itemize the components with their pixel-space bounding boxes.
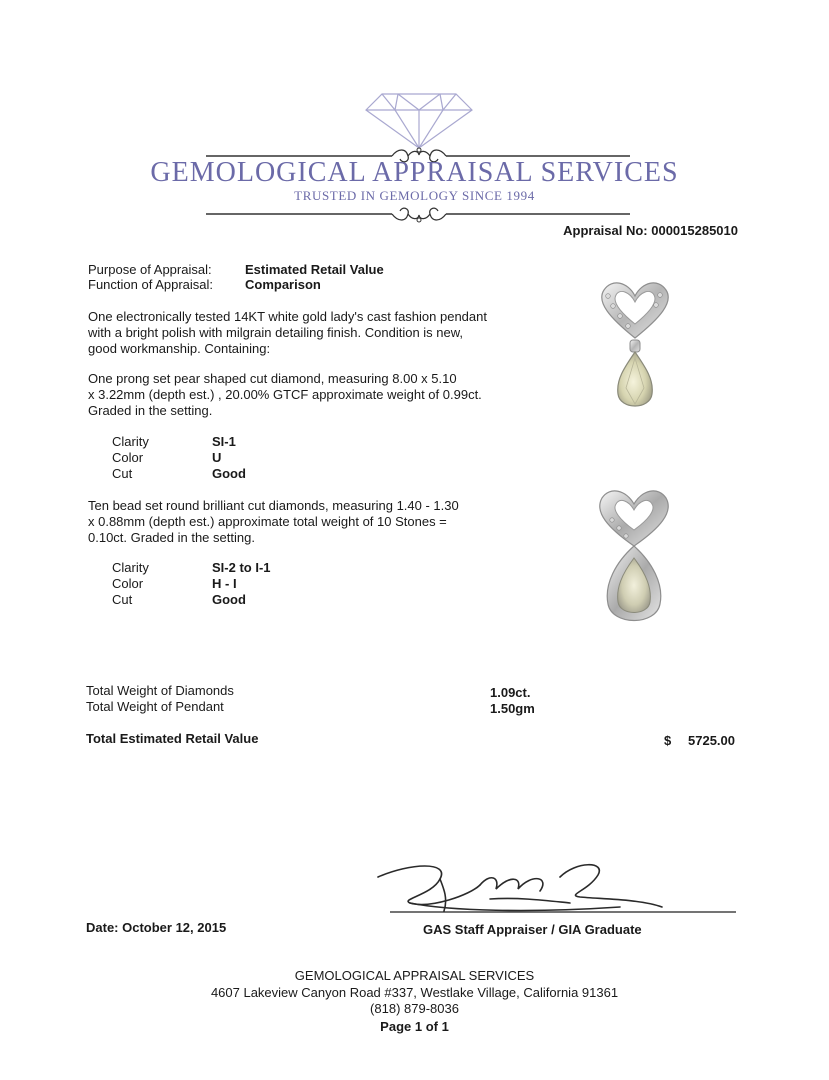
description-line: good workmanship. Containing: <box>88 341 271 356</box>
total-pendant-value: 1.50gm <box>490 701 535 716</box>
item-description <box>88 309 487 357</box>
description-line: One electronically tested 14KT white gold lady's cast fashion pendant <box>88 309 487 324</box>
footer-address: 4607 Lakeview Canyon Road #337, Westlake Village, California 91361 <box>210 985 619 1000</box>
grade-value: SI-1 <box>212 434 236 449</box>
purpose-value: Estimated Retail Value <box>245 262 384 277</box>
appraiser-signature <box>370 855 750 925</box>
appraisal-number: Appraisal No: 000015285010 <box>563 223 738 238</box>
function-value: Comparison <box>245 277 321 292</box>
grade-value: SI-2 to I-1 <box>212 560 271 575</box>
retail-value-label: Total Estimated Retail Value <box>86 731 259 746</box>
total-diamonds-value: 1.09ct. <box>490 685 531 700</box>
grade-label: Clarity <box>112 434 149 449</box>
pendant-photo-front <box>590 276 690 426</box>
grade-label: Color <box>112 450 144 465</box>
grade-value: Good <box>212 466 246 481</box>
description-line: One prong set pear shaped cut diamond, measuring 8.00 x 5.10 <box>88 371 457 386</box>
center-stone-description <box>88 371 482 419</box>
description-line: with a bright polish with milgrain detailing finish. Condition is new, <box>88 325 464 340</box>
description-line: 0.10ct. Graded in the setting. <box>88 530 255 545</box>
retail-value: 5725.00 <box>688 733 735 748</box>
grade-label: Cut <box>112 592 133 607</box>
grade-value: U <box>212 450 222 465</box>
description-line: Ten bead set round brilliant cut diamonds, measuring 1.40 - 1.30 <box>88 498 459 513</box>
description-line: x 3.22mm (depth est.) , 20.00% GTCF approximate weight of 0.99ct. <box>88 387 482 402</box>
grade-label: Clarity <box>112 560 149 575</box>
company-tagline: TRUSTED IN GEMOLOGY SINCE 1994 <box>294 188 535 203</box>
description-line: Graded in the setting. <box>88 403 213 418</box>
footer-phone: (818) 879-8036 <box>370 1001 459 1016</box>
grade-value: H - I <box>212 576 237 591</box>
grade-label: Cut <box>112 466 133 481</box>
bottom-ornament-rule <box>206 208 630 222</box>
accent-stones-description <box>88 498 459 546</box>
company-name: GEMOLOGICAL APPRAISAL SERVICES <box>150 157 679 188</box>
grade-label: Color <box>112 576 144 591</box>
company-logo <box>0 0 829 240</box>
currency-symbol: $ <box>664 733 672 748</box>
diamond-logo-icon <box>366 94 472 148</box>
total-diamonds-label: Total Weight of Diamonds <box>86 683 234 698</box>
appraiser-title: GAS Staff Appraiser / GIA Graduate <box>423 922 642 937</box>
page-number: Page 1 of 1 <box>380 1019 449 1034</box>
pendant-photo-angle <box>588 484 688 634</box>
description-line: x 0.88mm (depth est.) approximate total weight of 10 Stones = <box>88 514 447 529</box>
footer-company: GEMOLOGICAL APPRAISAL SERVICES <box>294 968 535 983</box>
purpose-label: Purpose of Appraisal: <box>88 262 212 277</box>
function-label: Function of Appraisal: <box>88 277 214 292</box>
grade-value: Good <box>212 592 246 607</box>
total-pendant-label: Total Weight of Pendant <box>86 699 224 714</box>
appraisal-date: Date: October 12, 2015 <box>86 920 227 935</box>
